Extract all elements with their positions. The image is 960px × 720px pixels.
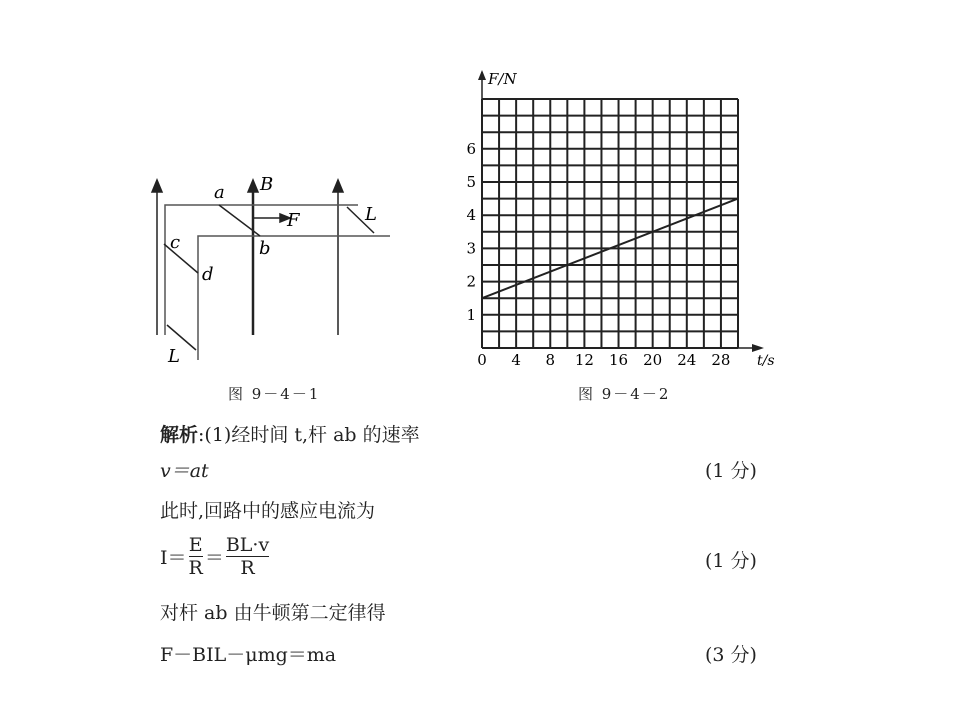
label-a: a — [214, 182, 225, 203]
x-tick-label: 28 — [711, 351, 731, 369]
x-tick-label: 0 — [477, 351, 487, 369]
eq2-lhs: I＝ — [160, 547, 187, 569]
solution-line-1 — [160, 420, 420, 447]
y-tick-label: 2 — [466, 272, 476, 291]
equals: ＝ — [204, 547, 224, 569]
fraction-e-r — [189, 534, 203, 579]
denominator: R — [240, 557, 255, 579]
solution-line-2: 此时,回路中的感应电流为 — [160, 500, 376, 522]
y-tick-label: 3 — [466, 239, 476, 258]
solution-text: :(1)经时间 t,杆 ab 的速率 — [198, 424, 420, 446]
label-B: B — [260, 174, 274, 195]
y-tick-label: 1 — [466, 305, 476, 324]
y-tick-label: 4 — [466, 206, 476, 225]
x-tick-label: 12 — [574, 351, 594, 369]
label-b: b — [259, 238, 271, 259]
y-axis-arrow — [478, 70, 486, 80]
x-axis-label: t/s — [757, 353, 775, 369]
label-L-right: L — [365, 204, 377, 225]
solution-line-3: 对杆 ab 由牛顿第二定律得 — [160, 602, 386, 624]
score-3: (3 分) — [705, 644, 757, 666]
x-tick-label: 16 — [608, 351, 629, 369]
y-tick-label: 5 — [466, 173, 476, 191]
figure-rails-diagram — [140, 170, 400, 370]
x-tick-label: 24 — [677, 351, 697, 369]
figure1-caption: 图 9－4－1 — [228, 385, 321, 403]
numerator: BL·v — [225, 534, 270, 556]
numerator: E — [188, 534, 203, 556]
y-tick-label: 6 — [466, 139, 476, 158]
fraction-blv-r — [226, 534, 269, 579]
x-tick-label: 4 — [511, 351, 521, 369]
label-L-left: L — [168, 346, 180, 367]
x-tick-label: 20 — [643, 351, 663, 369]
solution-heading: 解析 — [160, 424, 199, 446]
label-d: d — [202, 264, 214, 285]
y-axis-label: F/N — [488, 70, 517, 88]
equation-1: v＝at — [160, 460, 209, 482]
force-time-chart — [460, 60, 790, 380]
score-2: (1 分) — [705, 550, 757, 572]
label-c: c — [170, 232, 181, 253]
figure2-caption: 图 9－4－2 — [578, 385, 671, 403]
label-F: F — [287, 210, 300, 231]
equation-2 — [160, 534, 271, 579]
denominator: R — [188, 557, 203, 579]
score-1: (1 分) — [705, 460, 757, 482]
x-tick-label: 8 — [545, 351, 556, 369]
x-axis-arrow — [752, 344, 764, 352]
equation-3: F－BIL－μmg＝ma — [160, 644, 337, 666]
